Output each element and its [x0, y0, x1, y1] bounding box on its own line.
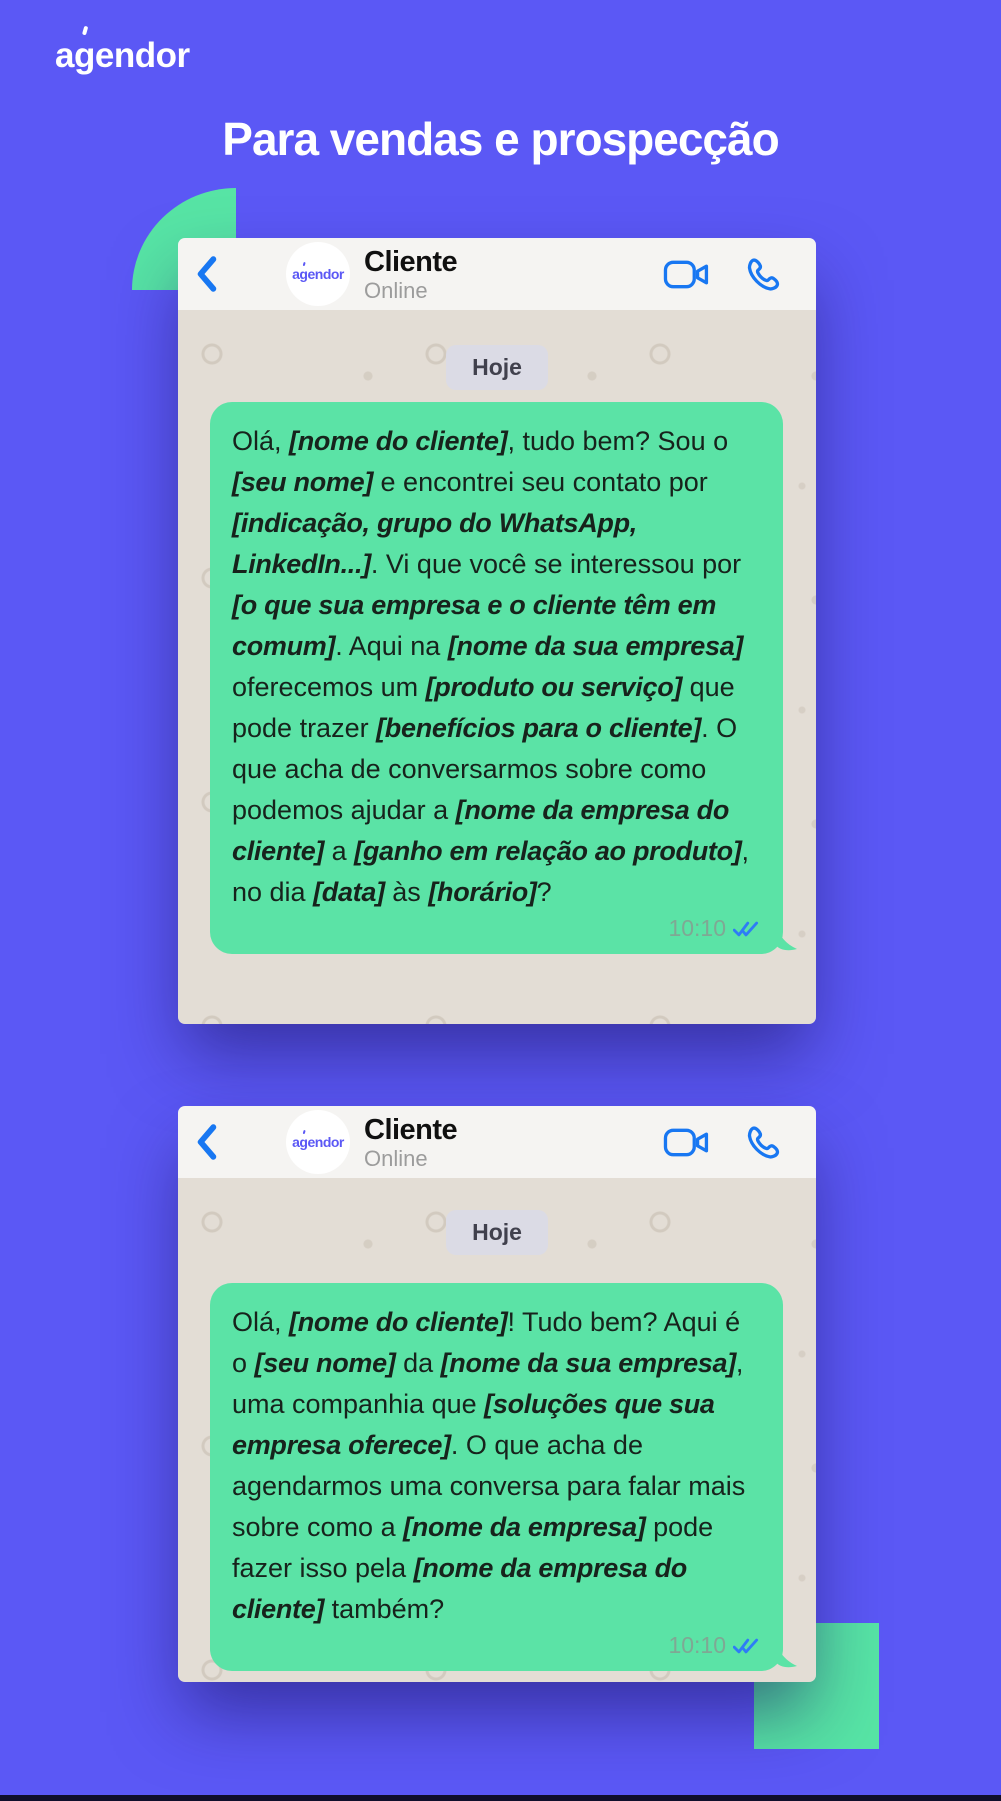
placeholder-text: [nome da sua empresa]	[447, 631, 744, 661]
plain-text: ?	[536, 877, 552, 907]
message-time: 10:10	[668, 1632, 726, 1658]
plain-text: Olá,	[232, 1307, 290, 1337]
chat-body	[178, 1178, 816, 1682]
video-call-icon	[663, 1127, 710, 1158]
contact-block	[364, 1114, 457, 1171]
placeholder-text: [nome da sua empresa]	[440, 1348, 736, 1378]
plain-text: , uma companhia que	[232, 1348, 744, 1419]
chat-header	[178, 238, 816, 310]
placeholder-text: [horário]	[428, 877, 537, 907]
contact-block	[364, 246, 457, 303]
placeholder-text: [indicação, grupo do WhatsApp, LinkedIn...]	[232, 508, 637, 579]
placeholder-text: [nome da empresa]	[403, 1512, 646, 1542]
placeholder-text: [benefícios para o cliente]	[376, 713, 702, 743]
phone-call-icon	[744, 255, 782, 293]
plain-text: , tudo bem? Sou o	[507, 426, 729, 456]
plain-text: também?	[324, 1594, 445, 1624]
back-button[interactable]	[196, 1124, 222, 1160]
plain-text: da	[395, 1348, 441, 1378]
contact-status: Online	[364, 1145, 428, 1171]
avatar[interactable]: a g endor	[286, 1110, 350, 1174]
logo-text-pre: a	[55, 36, 74, 75]
agendor-logo	[55, 36, 190, 76]
avatar[interactable]: a g endor	[286, 242, 350, 306]
video-call-button[interactable]	[663, 1127, 710, 1158]
placeholder-text: [nome do cliente]	[289, 1307, 508, 1337]
page-title: Para vendas e prospecção	[222, 113, 779, 165]
message-meta	[232, 1632, 759, 1659]
logo-text-post: endor	[94, 36, 190, 75]
back-chevron-icon	[196, 256, 218, 292]
contact-name: Cliente	[364, 1113, 458, 1146]
voice-call-button[interactable]	[744, 255, 782, 293]
message-text	[232, 1302, 759, 1630]
back-chevron-icon	[196, 1124, 218, 1160]
read-receipt-icon	[733, 920, 759, 938]
header-icons	[663, 255, 782, 293]
plain-text: às	[384, 877, 429, 907]
plain-text: . O que acha de agendarmos uma conversa para falar mais sobre como a	[232, 1430, 746, 1542]
date-pill: Hoje	[446, 1210, 548, 1255]
plain-text: , no dia	[232, 836, 750, 907]
chat-header	[178, 1106, 816, 1178]
plain-text: . Vi que você se interessou por	[370, 549, 742, 579]
video-call-button[interactable]	[663, 259, 710, 290]
message-bubble	[210, 1283, 783, 1671]
placeholder-text: [produto ou serviço]	[425, 672, 683, 702]
phone-call-icon	[744, 1123, 782, 1161]
video-call-icon	[663, 259, 710, 290]
bottom-strip-decoration	[0, 1795, 1001, 1801]
placeholder-text: [seu nome]	[232, 467, 374, 497]
avatar-g-accent: g	[299, 1134, 308, 1150]
plain-text: . Aqui na	[335, 631, 448, 661]
plain-text: oferecemos um	[232, 672, 426, 702]
contact-status: Online	[364, 277, 428, 303]
message-bubble	[210, 402, 783, 954]
message-meta	[232, 915, 759, 942]
read-receipt-icon	[733, 1637, 759, 1655]
placeholder-text: [seu nome]	[254, 1348, 396, 1378]
message-time: 10:10	[668, 915, 726, 941]
bubble-tail	[776, 925, 798, 951]
date-pill: Hoje	[446, 345, 548, 390]
plain-text: que pode trazer	[232, 672, 735, 743]
chat-card-1	[178, 238, 816, 1024]
plain-text: a	[324, 836, 355, 866]
placeholder-text: [nome da empresa do cliente]	[232, 1553, 687, 1624]
chat-card-2	[178, 1106, 816, 1682]
avatar-g-accent: g	[299, 266, 308, 282]
logo-g-accent: g	[73, 36, 95, 75]
placeholder-text: [nome da empresa do cliente]	[232, 795, 730, 866]
plain-text: pode fazer isso pela	[232, 1512, 714, 1583]
voice-call-button[interactable]	[744, 1123, 782, 1161]
back-button[interactable]	[196, 256, 222, 292]
header-icons	[663, 1123, 782, 1161]
chat-body	[178, 310, 816, 1024]
placeholder-text: [nome do cliente]	[289, 426, 508, 456]
bubble-tail	[776, 1642, 798, 1668]
plain-text: Olá,	[232, 426, 290, 456]
placeholder-text: [data]	[313, 877, 385, 907]
placeholder-text: [o que sua empresa e o cliente têm em comum]	[232, 590, 717, 661]
placeholder-text: [soluções que sua empresa oferece]	[232, 1389, 715, 1460]
contact-name: Cliente	[364, 245, 458, 278]
plain-text: . O que acha de conversarmos sobre como podemos ajudar a	[232, 713, 738, 825]
message-text	[232, 421, 759, 913]
plain-text: e encontrei seu contato por	[373, 467, 708, 497]
plain-text: ! Tudo bem? Aqui é o	[232, 1307, 741, 1378]
placeholder-text: [ganho em relação ao produto]	[354, 836, 742, 866]
